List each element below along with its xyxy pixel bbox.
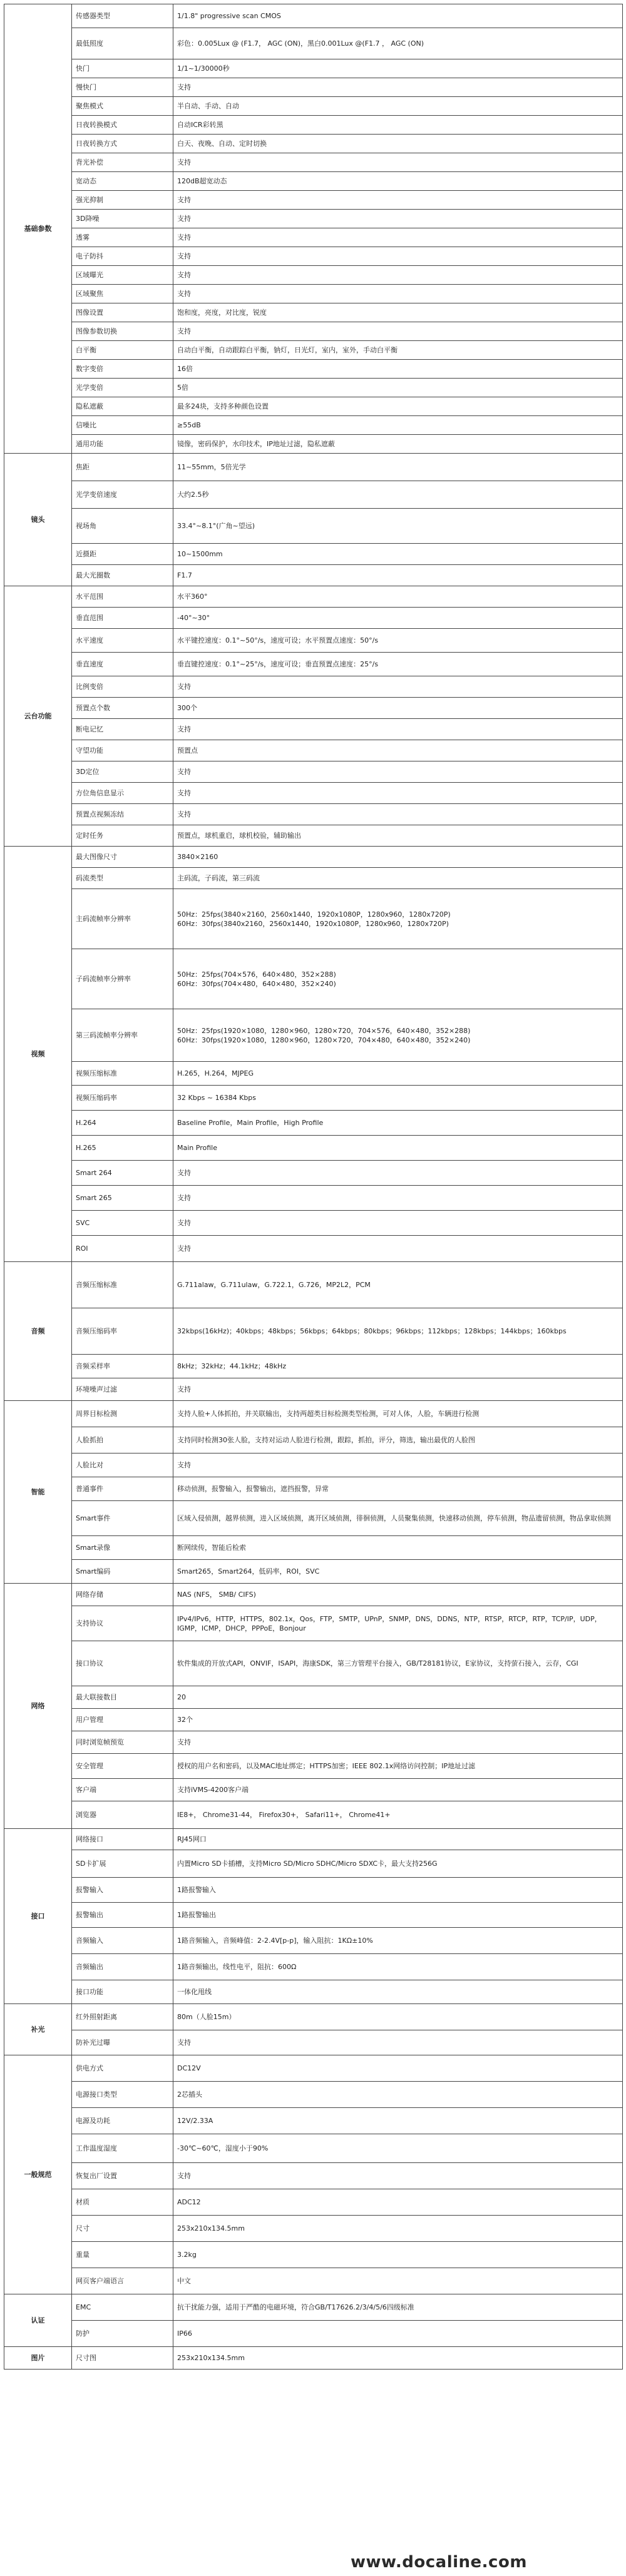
spec-row [4, 210, 623, 228]
spec-row [4, 1779, 623, 1801]
spec-value: 支持 [173, 1161, 623, 1186]
spec-value: 支持同时检测30张人脸，支持对运动人脸进行检测，跟踪，抓拍，评分，筛选，输出最优的人脸图 [173, 1427, 623, 1453]
spec-row [4, 228, 623, 247]
spec-value: 16倍 [173, 360, 623, 379]
spec-row [4, 1606, 623, 1641]
spec-name: 垂直速度 [72, 653, 173, 676]
spec-value: 支持 [173, 676, 623, 698]
spec-value: 253x210x134.5mm [173, 2347, 623, 2370]
spec-name: SD卡扩展 [72, 1850, 173, 1878]
spec-name: Smart 264 [72, 1161, 173, 1186]
spec-value: 支持 [173, 266, 623, 285]
spec-name: 安全管理 [72, 1754, 173, 1779]
spec-value: 2芯插头 [173, 2082, 623, 2108]
spec-value: 3.2kg [173, 2242, 623, 2268]
spec-row [4, 1355, 623, 1378]
spec-value: 支持 [173, 2030, 623, 2055]
spec-value: 支持 [173, 1378, 623, 1401]
spec-row [4, 1928, 623, 1954]
spec-row [4, 1903, 623, 1928]
spec-name: 电子防抖 [72, 247, 173, 266]
spec-value: 支持人脸+人体抓拍，并关联输出，支持两超类目标检测类型检测，可对人体，人脸，车辆进行检测 [173, 1401, 623, 1427]
spec-value: 1路音频输入，音频峰值：2-2.4V[p-p]，输入阻抗：1KΩ±10% [173, 1928, 623, 1954]
spec-row [4, 1878, 623, 1903]
spec-value: G.711alaw，G.711ulaw，G.722.1，G.726，MP2L2，PCM [173, 1262, 623, 1308]
section-category: 接口 [4, 1829, 72, 2004]
spec-name: 最低照度 [72, 28, 173, 59]
spec-row [4, 2108, 623, 2134]
spec-row [4, 1501, 623, 1536]
spec-row [4, 191, 623, 210]
spec-name: 背光补偿 [72, 153, 173, 172]
spec-name: 视场角 [72, 509, 173, 544]
spec-name: 视频压缩码率 [72, 1086, 173, 1111]
spec-value: 水平360° [173, 586, 623, 608]
spec-value: 主码流，子码流，第三码流 [173, 868, 623, 889]
spec-row [4, 2004, 623, 2030]
spec-row [4, 1401, 623, 1427]
section-category: 镜头 [4, 454, 72, 586]
spec-row [4, 1709, 623, 1731]
spec-value: 1路报警输入 [173, 1878, 623, 1903]
spec-value: 支持 [173, 78, 623, 97]
spec-value: 50Hz：25fps(3840×2160，2560x1440，1920x1080P，1280x960，1280x720P) 60Hz：30fps(3840x2160，2560x1440，1920x1080P，1280x960，1280x720P) [173, 889, 623, 949]
spec-value: 授权的用户名和密码，以及MAC地址绑定；HTTPS加密；IEEE 802.1x网络访问控制；IP地址过滤 [173, 1754, 623, 1779]
spec-name: 恢复出厂设置 [72, 2163, 173, 2189]
spec-row [4, 397, 623, 416]
spec-row [4, 1262, 623, 1308]
spec-row [4, 2055, 623, 2082]
spec-value: 支持 [173, 1236, 623, 1262]
spec-row [4, 2242, 623, 2268]
spec-value: Smart265，Smart264，低码率，ROI，SVC [173, 1560, 623, 1584]
spec-name: 子码流帧率分辨率 [72, 949, 173, 1009]
spec-name: 接口功能 [72, 1980, 173, 2004]
spec-row [4, 1453, 623, 1477]
spec-name: 防护 [72, 2321, 173, 2347]
spec-value: IPv4/IPv6，HTTP，HTTPS，802.1x，Qos，FTP，SMTP，UPnP，SNMP，DNS，DDNS，NTP，RTSP，RTCP，RTP，TCP/IP，UDP，IGMP，ICMP，DHCP，PPPoE，Bonjour [173, 1606, 623, 1641]
spec-name: 强光抑制 [72, 191, 173, 210]
spec-name: 日夜转换方式 [72, 135, 173, 153]
spec-name: 光学变倍速度 [72, 481, 173, 509]
spec-value: 支持 [173, 322, 623, 341]
spec-name: 预置点视频冻结 [72, 804, 173, 825]
spec-name: 人脸抓拍 [72, 1427, 173, 1453]
spec-name: 白平衡 [72, 341, 173, 360]
spec-row [4, 1009, 623, 1062]
spec-row [4, 1686, 623, 1709]
spec-value: 1路报警输出 [173, 1903, 623, 1928]
spec-name: 隐私遮蔽 [72, 397, 173, 416]
spec-name: 定时任务 [72, 825, 173, 847]
spec-value: 10~1500mm [173, 544, 623, 565]
spec-row [4, 1641, 623, 1686]
spec-row [4, 2030, 623, 2055]
spec-name: 焦距 [72, 454, 173, 481]
spec-row [4, 4, 623, 28]
spec-name: 电源及功耗 [72, 2108, 173, 2134]
spec-row [4, 949, 623, 1009]
spec-row [4, 454, 623, 481]
spec-value: 1路音频输出，线性电平，阻抗：600Ω [173, 1954, 623, 1980]
spec-name: H.265 [72, 1136, 173, 1161]
spec-row [4, 78, 623, 97]
spec-name: 工作温度湿度 [72, 2134, 173, 2163]
spec-row [4, 1062, 623, 1086]
spec-value: 50Hz：25fps(1920×1080，1280×960，1280×720，704×576，640×480，352×288) 60Hz：30fps(1920×1080，1280×960，1280×720，704×480，640×480，352×240) [173, 1009, 623, 1062]
spec-name: 快门 [72, 59, 173, 78]
section-category: 智能 [4, 1401, 72, 1584]
spec-name: 音频压缩码率 [72, 1308, 173, 1355]
spec-name: 支持协议 [72, 1606, 173, 1641]
spec-row [4, 285, 623, 303]
spec-row [4, 783, 623, 804]
spec-row [4, 804, 623, 825]
spec-name: 防补光过曝 [72, 2030, 173, 2055]
spec-name: 音频输入 [72, 1928, 173, 1954]
spec-row [4, 1954, 623, 1980]
section-category: 网络 [4, 1584, 72, 1829]
spec-row [4, 341, 623, 360]
spec-name: 视频压缩标准 [72, 1062, 173, 1086]
spec-name: 最大联接数目 [72, 1686, 173, 1709]
spec-row [4, 719, 623, 740]
spec-name: 数字变倍 [72, 360, 173, 379]
spec-name: 音频压缩标准 [72, 1262, 173, 1308]
spec-name: 断电记忆 [72, 719, 173, 740]
spec-name: 区域曝光 [72, 266, 173, 285]
spec-value: 支持 [173, 228, 623, 247]
watermark: www.docaline.com [351, 2553, 527, 2572]
spec-row [4, 379, 623, 397]
spec-name: 传感器类型 [72, 4, 173, 28]
spec-row [4, 889, 623, 949]
spec-row [4, 2189, 623, 2216]
spec-value: Baseline Profile，Main Profile，High Profile [173, 1111, 623, 1136]
spec-value: 支持 [173, 210, 623, 228]
spec-name: 网络存储 [72, 1584, 173, 1606]
spec-row [4, 2321, 623, 2347]
spec-row [4, 172, 623, 191]
spec-value: 300个 [173, 698, 623, 719]
spec-row [4, 416, 623, 435]
spec-value: 32kbps(16kHz)；40kbps；48kbps；56kbps；64kbps；80kbps；96kbps；112kbps；128kbps；144kbps；160kbps [173, 1308, 623, 1355]
spec-name: ROI [72, 1236, 173, 1262]
spec-name: 材质 [72, 2189, 173, 2216]
spec-value: RJ45网口 [173, 1829, 623, 1850]
spec-value: 大约2.5秒 [173, 481, 623, 509]
spec-value: 支持 [173, 719, 623, 740]
spec-name: 人脸比对 [72, 1453, 173, 1477]
spec-row [4, 653, 623, 676]
spec-name: 最大图像尺寸 [72, 847, 173, 868]
spec-value: 12V/2.33A [173, 2108, 623, 2134]
spec-value: 支持 [173, 153, 623, 172]
spec-name: Smart录像 [72, 1536, 173, 1560]
spec-name: 音频输出 [72, 1954, 173, 1980]
spec-value: 水平键控速度：0.1°~50°/s，速度可设；水平预置点速度：50°/s [173, 629, 623, 653]
spec-value: 内置Micro SD卡插槽，支持Micro SD/Micro SDHC/Micro SDXC卡，最大支持256G [173, 1850, 623, 1878]
spec-row [4, 135, 623, 153]
spec-name: 方位角信息显示 [72, 783, 173, 804]
spec-value: 32 Kbps ~ 16384 Kbps [173, 1086, 623, 1111]
spec-name: 水平速度 [72, 629, 173, 653]
section-category: 一般规范 [4, 2055, 72, 2294]
spec-name: 比例变倍 [72, 676, 173, 698]
spec-row [4, 1211, 623, 1236]
spec-value: 区域入侵侦测，越界侦测，进入区域侦测，离开区域侦测，徘徊侦测，人员聚集侦测，快速移动侦测，停车侦测，物品遗留侦测，物品拿取侦测 [173, 1501, 623, 1536]
spec-value: Main Profile [173, 1136, 623, 1161]
spec-name: 第三码流帧率分辨率 [72, 1009, 173, 1062]
spec-value: ADC12 [173, 2189, 623, 2216]
spec-value: 1/1.8" progressive scan CMOS [173, 4, 623, 28]
spec-value: IP66 [173, 2321, 623, 2347]
spec-value: 20 [173, 1686, 623, 1709]
spec-name: 周界目标检测 [72, 1401, 173, 1427]
spec-row [4, 360, 623, 379]
spec-name: 日夜转换模式 [72, 116, 173, 135]
section-category: 补光 [4, 2004, 72, 2055]
spec-row [4, 1536, 623, 1560]
spec-row [4, 565, 623, 586]
spec-row [4, 1477, 623, 1501]
spec-name: 最大光圈数 [72, 565, 173, 586]
spec-name: EMC [72, 2294, 173, 2321]
spec-row [4, 28, 623, 59]
spec-row [4, 825, 623, 847]
spec-row [4, 1308, 623, 1355]
spec-name: 供电方式 [72, 2055, 173, 2082]
spec-row [4, 435, 623, 454]
spec-value: 支持iVMS-4200客户端 [173, 1779, 623, 1801]
spec-row [4, 1754, 623, 1779]
section-category: 认证 [4, 2294, 72, 2347]
spec-value: 253x210x134.5mm [173, 2216, 623, 2242]
spec-value: 白天、夜晚、自动、定时切换 [173, 135, 623, 153]
spec-name: 尺寸 [72, 2216, 173, 2242]
spec-name: 客户端 [72, 1779, 173, 1801]
spec-value: 支持 [173, 191, 623, 210]
spec-value: -30℃~60℃，湿度小于90% [173, 2134, 623, 2163]
spec-row [4, 116, 623, 135]
spec-value: 预置点，球机重启，球机校验，辅助输出 [173, 825, 623, 847]
spec-value: 3840×2160 [173, 847, 623, 868]
spec-name: 垂直范围 [72, 608, 173, 629]
spec-value: F1.7 [173, 565, 623, 586]
spec-name: 聚焦模式 [72, 97, 173, 116]
spec-row [4, 2163, 623, 2189]
spec-name: 水平范围 [72, 586, 173, 608]
spec-value: 软件集成的开放式API，ONVIF，ISAPI，海康SDK，第三方管理平台接入，GB/T28181协议，E家协议，支持萤石接入，云存，CGI [173, 1641, 623, 1686]
spec-row [4, 544, 623, 565]
spec-value: 11~55mm，5倍光学 [173, 454, 623, 481]
spec-name: 电源接口类型 [72, 2082, 173, 2108]
spec-name: 光学变倍 [72, 379, 173, 397]
spec-row [4, 761, 623, 783]
spec-row [4, 1829, 623, 1850]
spec-value: 1/1~1/30000秒 [173, 59, 623, 78]
spec-value: 支持 [173, 1453, 623, 1477]
spec-value: 最多24块，支持多种颜色设置 [173, 397, 623, 416]
spec-value: 支持 [173, 247, 623, 266]
spec-row [4, 1850, 623, 1878]
spec-name: 报警输入 [72, 1878, 173, 1903]
spec-row [4, 586, 623, 608]
spec-name: 守望功能 [72, 740, 173, 761]
spec-row [4, 266, 623, 285]
spec-name: 网络接口 [72, 1829, 173, 1850]
spec-value: 33.4°~8.1°(广角~望远) [173, 509, 623, 544]
section-category: 基础参数 [4, 4, 72, 454]
spec-value: DC12V [173, 2055, 623, 2082]
spec-name: 浏览器 [72, 1801, 173, 1829]
spec-row [4, 153, 623, 172]
spec-value: -40°~30° [173, 608, 623, 629]
spec-value: 断网续传，智能后检索 [173, 1536, 623, 1560]
spec-value: 支持 [173, 1186, 623, 1211]
spec-name: Smart编码 [72, 1560, 173, 1584]
spec-row [4, 847, 623, 868]
spec-name: 环境噪声过滤 [72, 1378, 173, 1401]
spec-value: 半自动、手动、自动 [173, 97, 623, 116]
spec-name: 报警输出 [72, 1903, 173, 1928]
spec-row [4, 1584, 623, 1606]
spec-name: 尺寸图 [72, 2347, 173, 2370]
spec-row [4, 1161, 623, 1186]
spec-value: ≥55dB [173, 416, 623, 435]
section-category: 音频 [4, 1262, 72, 1401]
spec-name: Smart 265 [72, 1186, 173, 1211]
spec-value: 120dB超宽动态 [173, 172, 623, 191]
spec-row [4, 1801, 623, 1829]
spec-row [4, 247, 623, 266]
spec-name: Smart事件 [72, 1501, 173, 1536]
spec-row [4, 2216, 623, 2242]
spec-table-body [4, 4, 623, 2370]
spec-name: 区域聚焦 [72, 285, 173, 303]
spec-table [4, 4, 623, 2370]
spec-name: 通用功能 [72, 435, 173, 454]
spec-value: 支持 [173, 783, 623, 804]
spec-row [4, 740, 623, 761]
spec-name: 预置点个数 [72, 698, 173, 719]
spec-name: 3D定位 [72, 761, 173, 783]
spec-name: 普通事件 [72, 1477, 173, 1501]
spec-row [4, 1731, 623, 1754]
spec-value: 中文 [173, 2268, 623, 2294]
spec-value: H.265，H.264，MJPEG [173, 1062, 623, 1086]
spec-value: 镜像，密码保护，水印技术，IP地址过滤，隐私遮蔽 [173, 435, 623, 454]
spec-row [4, 1236, 623, 1262]
spec-row [4, 97, 623, 116]
spec-value: 一体化甩线 [173, 1980, 623, 2004]
spec-name: 网页客户端语言 [72, 2268, 173, 2294]
spec-name: 接口协议 [72, 1641, 173, 1686]
spec-value: 移动侦测，报警输入，报警输出，遮挡报警，异常 [173, 1477, 623, 1501]
spec-name: H.264 [72, 1111, 173, 1136]
spec-row [4, 59, 623, 78]
spec-row [4, 1560, 623, 1584]
spec-name: 图像设置 [72, 303, 173, 322]
spec-row [4, 1136, 623, 1161]
spec-name: 主码流帧率分辨率 [72, 889, 173, 949]
spec-row [4, 303, 623, 322]
spec-row [4, 1980, 623, 2004]
spec-value: 支持 [173, 1211, 623, 1236]
spec-row [4, 481, 623, 509]
spec-row [4, 1111, 623, 1136]
spec-value: NAS (NFS， SMB/ CIFS) [173, 1584, 623, 1606]
spec-value: IE8+， Chrome31-44， Firefox30+， Safari11+， Chrome41+ [173, 1801, 623, 1829]
spec-name: 图像参数切换 [72, 322, 173, 341]
spec-name: 近摄距 [72, 544, 173, 565]
spec-value: 支持 [173, 1731, 623, 1754]
spec-row [4, 868, 623, 889]
spec-name: 信噪比 [72, 416, 173, 435]
spec-value: 预置点 [173, 740, 623, 761]
spec-row [4, 2294, 623, 2321]
section-category: 视频 [4, 847, 72, 1262]
spec-name: 红外照射距离 [72, 2004, 173, 2030]
section-category: 图片 [4, 2347, 72, 2370]
spec-row [4, 2134, 623, 2163]
spec-value: 支持 [173, 804, 623, 825]
spec-name: 3D降噪 [72, 210, 173, 228]
spec-value: 自动ICR彩转黑 [173, 116, 623, 135]
spec-name: 音频采样率 [72, 1355, 173, 1378]
spec-row [4, 698, 623, 719]
spec-row [4, 629, 623, 653]
spec-value: 32个 [173, 1709, 623, 1731]
spec-name: 同时浏览帧预览 [72, 1731, 173, 1754]
spec-value: 50Hz：25fps(704×576，640×480，352×288) 60Hz：30fps(704×480，640×480，352×240) [173, 949, 623, 1009]
spec-value: 支持 [173, 2163, 623, 2189]
spec-value: 支持 [173, 285, 623, 303]
spec-name: 用户管理 [72, 1709, 173, 1731]
spec-value: 饱和度，亮度，对比度，锐度 [173, 303, 623, 322]
spec-value: 垂直键控速度：0.1°~25°/s，速度可设；垂直预置点速度：25°/s [173, 653, 623, 676]
spec-value: 支持 [173, 761, 623, 783]
spec-name: 透雾 [72, 228, 173, 247]
spec-row [4, 676, 623, 698]
spec-name: 慢快门 [72, 78, 173, 97]
spec-row [4, 509, 623, 544]
spec-value: 彩色：0.005Lux @ (F1.7， AGC (ON)，黑白0.001Lux @(F1.7 ， AGC (ON) [173, 28, 623, 59]
spec-name: 重量 [72, 2242, 173, 2268]
spec-row [4, 1378, 623, 1401]
spec-row [4, 608, 623, 629]
spec-row [4, 1186, 623, 1211]
spec-row [4, 2347, 623, 2370]
spec-value: 自动白平衡，自动跟踪白平衡，钠灯，日光灯，室内，室外，手动白平衡 [173, 341, 623, 360]
spec-name: 码流类型 [72, 868, 173, 889]
spec-name: SVC [72, 1211, 173, 1236]
spec-row [4, 1086, 623, 1111]
section-category: 云台功能 [4, 586, 72, 847]
spec-row [4, 322, 623, 341]
spec-row [4, 2268, 623, 2294]
spec-name: 宽动态 [72, 172, 173, 191]
spec-row [4, 1427, 623, 1453]
spec-value: 8kHz；32kHz；44.1kHz；48kHz [173, 1355, 623, 1378]
spec-value: 80m（人脸15m） [173, 2004, 623, 2030]
spec-value: 抗干扰能力强，适用于严酷的电磁环境，符合GB/T17626.2/3/4/5/6四级标准 [173, 2294, 623, 2321]
spec-value: 5倍 [173, 379, 623, 397]
spec-row [4, 2082, 623, 2108]
